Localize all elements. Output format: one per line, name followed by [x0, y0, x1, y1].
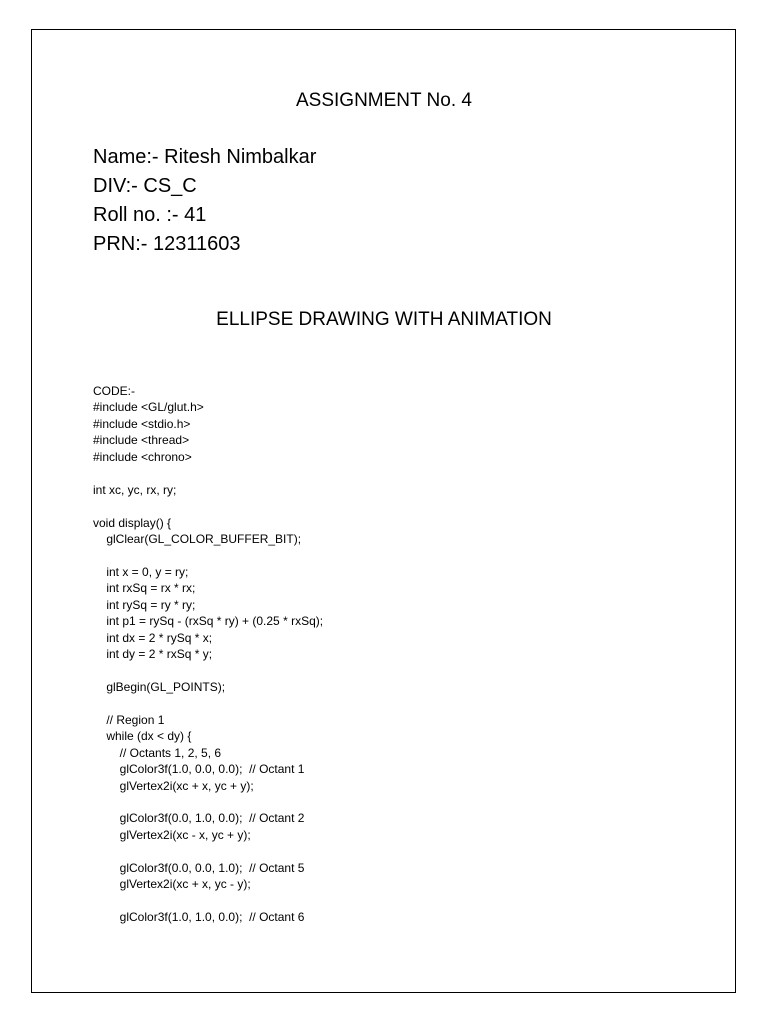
code-line: #include <chrono>	[93, 449, 192, 464]
student-info	[93, 143, 316, 259]
code-line: glClear(GL_COLOR_BUFFER_BIT);	[93, 531, 302, 546]
code-line	[93, 662, 323, 678]
code-line	[93, 794, 323, 810]
code-line: // Region 1	[93, 712, 165, 727]
code-line: // Octants 1, 2, 5, 6	[93, 745, 222, 760]
student-roll-number: Roll no. :- 41	[93, 204, 207, 226]
code-line: glColor3f(1.0, 0.0, 0.0); // Octant 1	[93, 762, 305, 777]
code-line	[93, 843, 323, 859]
code-line: glColor3f(0.0, 1.0, 0.0); // Octant 2	[93, 811, 305, 826]
code-line: CODE:-	[93, 384, 135, 398]
student-prn: PRN:- 12311603	[93, 233, 241, 255]
code-line: int dy = 2 * rxSq * y;	[93, 647, 213, 661]
code-line: int rySq = ry * ry;	[93, 597, 196, 612]
code-line	[93, 893, 323, 909]
code-line: int xc, yc, rx, ry;	[93, 482, 177, 497]
code-line: #include <GL/glut.h>	[93, 400, 204, 415]
code-line	[93, 465, 323, 481]
code-line: int p1 = rySq - (rxSq * ry) + (0.25 * rxSq);	[93, 614, 324, 629]
code-line: glBegin(GL_POINTS);	[93, 679, 226, 694]
code-line	[93, 498, 323, 514]
code-line	[93, 695, 323, 711]
student-division: DIV:- CS_C	[93, 175, 197, 197]
code-listing	[93, 383, 323, 925]
code-line: while (dx < dy) {	[93, 729, 192, 744]
code-line: int x = 0, y = ry;	[93, 564, 189, 579]
code-line: #include <thread>	[93, 433, 190, 448]
code-line: void display() {	[93, 515, 172, 530]
code-line: glVertex2i(xc + x, yc - y);	[93, 877, 251, 892]
code-line: glColor3f(0.0, 0.0, 1.0); // Octant 5	[93, 860, 305, 875]
code-line: glVertex2i(xc + x, yc + y);	[93, 778, 254, 793]
section-title: ELLIPSE DRAWING WITH ANIMATION	[216, 309, 552, 330]
code-line	[93, 547, 323, 563]
student-name: Name:- Ritesh Nimbalkar	[93, 146, 317, 168]
code-line: #include <stdio.h>	[93, 416, 191, 431]
assignment-title: ASSIGNMENT No. 4	[296, 90, 472, 111]
code-line: int dx = 2 * rySq * x;	[93, 630, 213, 645]
code-line: glColor3f(1.0, 1.0, 0.0); // Octant 6	[93, 910, 305, 924]
code-line: int rxSq = rx * rx;	[93, 581, 196, 596]
code-line: glVertex2i(xc - x, yc + y);	[93, 827, 251, 842]
